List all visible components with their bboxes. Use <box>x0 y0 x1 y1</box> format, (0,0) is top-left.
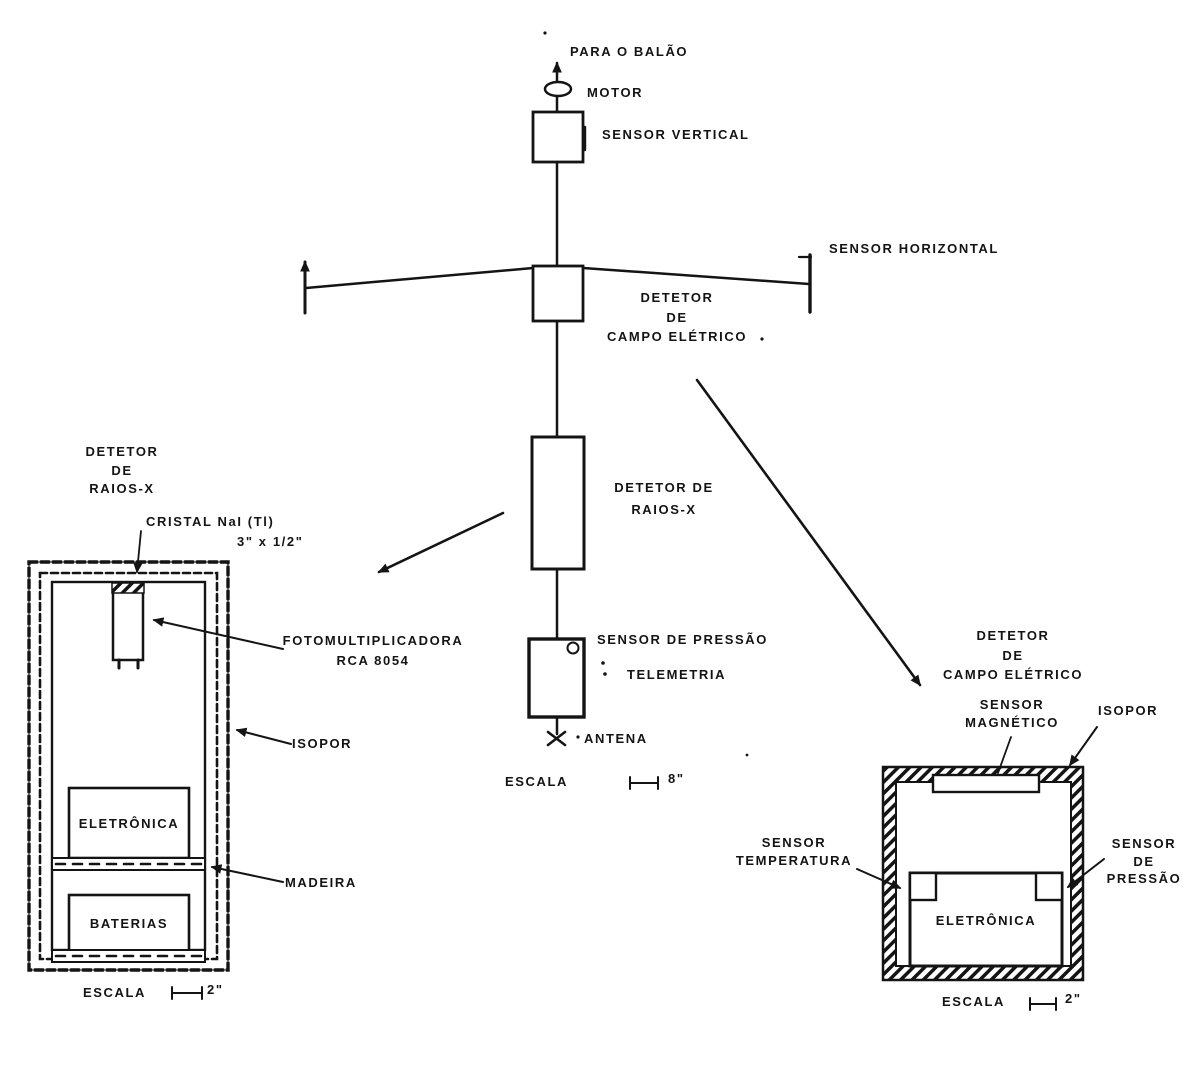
value-escala-center: 8" <box>668 771 685 786</box>
cristal-leader <box>137 531 141 572</box>
label-detetor-raios-x-left <box>85 443 158 499</box>
label-line: PRESSÃO <box>1106 871 1182 886</box>
label-telemetria: TELEMETRIA <box>627 667 727 682</box>
label-line: RAIOS-X <box>89 481 155 496</box>
label-line: RAIOS-X <box>631 502 697 517</box>
label-eletronica-left: ELETRÔNICA <box>78 816 180 831</box>
sensor-vertical-box <box>533 112 583 162</box>
horizontal-sensor-left-wing <box>306 268 533 288</box>
label-motor: MOTOR <box>587 85 644 100</box>
label-line: MAGNÉTICO <box>965 714 1059 730</box>
label-line: DE <box>111 462 133 478</box>
label-line: DETETOR DE <box>614 480 714 495</box>
label-escala-center: ESCALA <box>505 774 569 789</box>
label-cristal-size: 3" x 1/2" <box>237 534 304 549</box>
horizontal-sensor-right-wing <box>583 268 809 284</box>
photomultiplier-tube <box>113 586 143 660</box>
raios-x-box <box>532 437 584 569</box>
telemetria-box-corner-circle <box>568 643 579 654</box>
isopor-left-arrow <box>237 730 291 744</box>
label-antena: ANTENA <box>584 731 648 746</box>
scale-bar-left <box>172 987 202 999</box>
label-line: SENSOR <box>979 697 1045 712</box>
label-isopor-left: ISOPOR <box>292 736 353 751</box>
label-para-o-balao: PARA O BALÃO <box>570 44 689 59</box>
label-line: DE <box>1133 853 1155 869</box>
label-detetor-raios-x-center <box>614 477 714 521</box>
label-sensor-de-pressao: SENSOR DE PRESSÃO <box>597 632 768 647</box>
madeira-arrow <box>212 867 283 882</box>
label-line: DETETOR <box>640 290 714 305</box>
label-detetor-campo-eletrico <box>607 288 747 347</box>
motor-shape <box>545 82 571 96</box>
isopor-right-arrow <box>1070 727 1097 765</box>
label-sensor-temperatura <box>736 834 852 870</box>
label-line: SENSOR <box>1111 836 1177 851</box>
label-line: DETETOR <box>85 444 159 459</box>
label-isopor-right: ISOPOR <box>1098 703 1159 718</box>
label-line: FOTOMULTIPLICADORA <box>282 633 464 648</box>
scale-bar-right <box>1030 998 1056 1010</box>
label-sensor-vertical: SENSOR VERTICAL <box>602 127 750 142</box>
label-line: CAMPO ELÉTRICO <box>942 667 1084 682</box>
campo-eletrico-box <box>533 266 583 321</box>
label-baterias: BATERIAS <box>89 916 169 931</box>
label-line: CAMPO ELÉTRICO <box>606 329 748 344</box>
sensor-temperatura-block <box>910 873 936 900</box>
scale-bar-center <box>630 777 658 789</box>
label-line: DE <box>1002 647 1024 663</box>
label-eletronica-right: ELETRÔNICA <box>935 913 1037 928</box>
label-line: TEMPERATURA <box>735 853 853 868</box>
label-cristal: CRISTAL NaI (Tl) <box>146 514 275 529</box>
cristal-cap <box>112 583 144 593</box>
label-line: SENSOR <box>761 835 827 850</box>
label-escala-left: ESCALA <box>83 985 147 1000</box>
label-escala-right: ESCALA <box>942 994 1006 1009</box>
label-line: DE <box>666 309 688 325</box>
sensor-pressao-block <box>1036 873 1062 900</box>
label-line: DETETOR <box>976 628 1050 643</box>
value-escala-right: 2" <box>1065 991 1082 1006</box>
label-detetor-campo-right <box>943 626 1083 685</box>
label-sensor-magnetico <box>965 696 1059 731</box>
value-escala-left: 2" <box>207 982 224 997</box>
label-fotomultiplicadora <box>283 631 464 671</box>
label-sensor-de-pressao-right <box>1107 835 1182 888</box>
arrow-to-left-detail <box>379 513 503 572</box>
label-line: RCA 8054 <box>336 653 410 668</box>
label-sensor-horizontal: SENSOR HORIZONTAL <box>829 241 999 256</box>
label-madeira: MADEIRA <box>285 875 357 890</box>
sensor-magnetico-slot <box>933 775 1039 792</box>
